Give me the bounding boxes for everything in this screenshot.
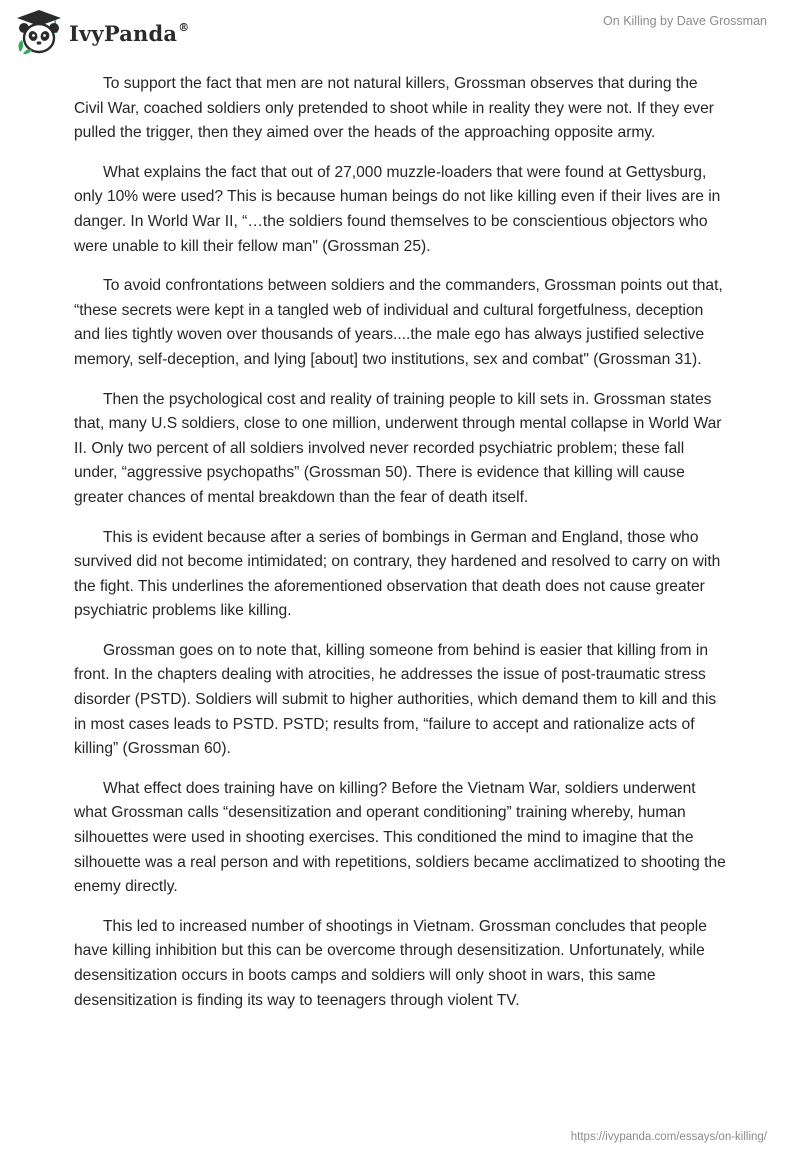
document-title: On Killing by Dave Grossman [603, 14, 767, 28]
paragraph-7: What effect does training have on killing? Before the Vietnam War, soldiers underwent what Grossman calls “desensitization and operant conditioning” training whereby, human silhouettes were used in shooting exercises. This conditioned the mind to imagine that the silhouette was a real person and with repetitions, soldiers became acclimatized to shooting the enemy directly. [74, 779, 726, 896]
registered-mark: ® [178, 20, 190, 34]
paragraph-4: Then the psychological cost and reality of training people to kill sets in. Grossman states that, many U.S soldiers, close to one million, underwent through mental collapse in World War II. Only two percent of all soldiers involved never recorded psychiatric problem; these fall under, “aggressive psychopaths” (Grossman 50). There is evidence that killing will cause greater chances of mental breakdown than the fear of death itself. [74, 390, 722, 506]
paragraph-6: Grossman goes on to note that, killing someone from behind is easier that killing from in front. In the chapters dealing with atrocities, he addresses the issue of post-traumatic stress disorder (PSTD). Soldiers will submit to higher authorities, which demand them to kill and this in most cases leads to PSTD. PSTD; results from, “failure to accept and rationalize acts of killing” (Grossman 60). [74, 641, 717, 758]
brand-name: IvyPanda® [69, 20, 190, 46]
paragraph-5: This is evident because after a series of bombings in German and England, those who survived did not become intimidated; on contrary, they hardened and resolved to carry on with the fight. This underlines the aforementioned observation that death does not cause greater psychiatric problems like killing. [74, 528, 721, 620]
paragraph-3: To avoid confrontations between soldiers and the commanders, Grossman points out that, “these secrets were kept in a tangled web of individual and cultural forgetfulness, deception and lies tightly woven over thousands of years....the male ego has always justified selective memory, self-deception, and lying [about] two institutions, sex and combat" (Grossman 31). [74, 277, 723, 368]
essay-body [74, 72, 726, 1028]
paragraph-1: To support the fact that men are not natural killers, Grossman observes that during the Civil War, coached soldiers only pretended to shoot while in reality they were not. If they ever pulled the trigger, then they aimed over the heads of the approaching opposite army. [74, 75, 714, 142]
ivypanda-logo[interactable] [14, 8, 189, 56]
paragraph-2: What explains the fact that out of 27,000 muzzle-loaders that were found at Gettysburg, only 10% were used? This is because human beings do not like killing even if their lives are in danger. In World War II, “…the soldiers found themselves to be conscientious objectors who were unable to kill their fellow man" (Grossman 25). [74, 163, 721, 255]
panda-graduate-icon [14, 8, 64, 56]
source-url[interactable]: https://ivypanda.com/essays/on-killing/ [570, 1131, 767, 1143]
page-header [0, 0, 800, 62]
paragraph-8: This led to increased number of shootings in Vietnam. Grossman concludes that people have killing inhibition but this can be overcome through desensitization. Unfortunately, while desensitization occurs in boots camps and soldiers will only shoot in wars, this same desensitization is finding its way to teenagers through violent TV. [74, 917, 707, 1009]
